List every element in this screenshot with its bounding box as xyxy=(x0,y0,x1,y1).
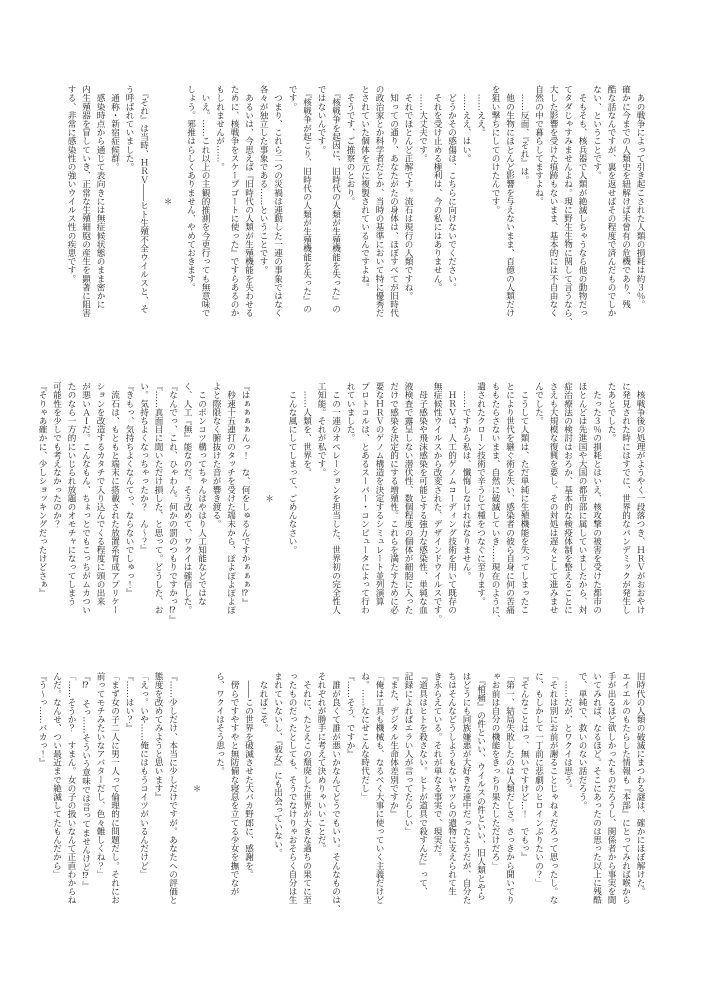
text-line: 記録によればエラい人が言ってたらしい」 xyxy=(403,672,413,836)
text-line: てタダじゃすみませんよね。現に野生生物に関して言うなら、 xyxy=(562,85,573,326)
text-line: ……ええ。 xyxy=(475,85,486,137)
text-line: 工知能。それが私です。 xyxy=(316,382,326,477)
text-line: 『核戦争が起こり、旧時代の人類が生殖機能を失った』の xyxy=(301,85,312,313)
text-line: ＨＲＶは、人工的ゲノムコーディング技術を用いて既存の xyxy=(446,382,457,615)
text-line: しょう。邪推はらしくありません、やめておきます。 xyxy=(185,85,196,292)
text-line: 感染時点から通じて表向きには無症候状態のまま密かに xyxy=(95,85,105,309)
text-line: 『それ』は当時、ＨＲＶ――ヒト生殖不全ウイルスと、そ xyxy=(138,85,149,313)
text-line: 『はぁぁぁぁんっ！ な、何をしゅるんですかぁぁぁ⁉』 xyxy=(240,382,250,607)
text-line: ない、ということです。 xyxy=(591,85,602,180)
text-line: 『棺桶』の件といい、ウイルスの件といい、旧人類とやら xyxy=(475,672,486,900)
text-line: なればこそ。 xyxy=(258,672,268,733)
text-line: それぞれが勝手に考えて決めりゃいいことだ。 xyxy=(316,672,326,853)
text-line: このポンコツ構ってちゃんはやはり人工知能などではな xyxy=(196,382,207,606)
text-line: ……大丈夫です。 xyxy=(417,85,428,163)
text-line: それでほとんど正解です。流石は現行の人類ですね。 xyxy=(403,85,413,300)
text-block-bottom xyxy=(35,672,648,913)
text-line: 確かに今までの人類史を紐解けば未曾有の危機であり、残 xyxy=(620,85,631,309)
text-line: 手が出るほど欲しかったものだろうし、関係者から事実を聞 xyxy=(606,672,616,905)
text-line: 『……真面目に聞いただけ損した、と思って。どうした、お xyxy=(153,382,163,615)
text-line: どうかその感傷は、こちらに向けないでください。 xyxy=(446,85,457,292)
text-line: 「まず女の子二人に男一人って倫理的に問題だし。それにお xyxy=(109,672,120,905)
text-line: 『⁉ そっ……そういう意味では言ってませんけど⁉』 xyxy=(80,672,91,890)
text-line: 傍らですやすやと無防備な寝息を立てる少女を撫でなが xyxy=(229,672,239,896)
text-line: 流石は、もともと端末に搭載された放置系育成アプリケー xyxy=(109,382,120,615)
text-line: 誰が良くて誰が悪いかなんてどうでもいい。そんなものは、 xyxy=(330,672,341,913)
text-line: 「それは別にお前が謝ることじゃねぇだろって思ったし。な xyxy=(548,672,558,905)
text-line: 各々が独立した事象である……ということです。 xyxy=(258,85,268,275)
text-line: ……だが、とワクイは思う。 xyxy=(562,672,573,793)
text-line: 無症候性ウイルスから改変された、デザインドウイルスです。 xyxy=(432,382,442,623)
text-line: んだ。なんせ、つい最近まで絶滅してたもんだから」 xyxy=(51,672,62,879)
scene-divider: ＊ xyxy=(191,784,201,793)
text-line: ね。……なにせこんな時代だし」 xyxy=(359,672,370,801)
text-line: 『道具はヒトを殺さない。ヒトが道具で殺すんだ』って、 xyxy=(417,672,428,896)
text-line: する、非常に感染性の強いウイルス性の疾患です。 xyxy=(66,85,76,283)
text-line: ……反面、『それ』は。 xyxy=(519,85,529,184)
text-line: 内生殖器を冒していき、正常な生殖細胞の産生を顕著に阻害 xyxy=(80,85,91,318)
text-line: 核戦争後の処理がようやく一段落つき、ＨＲＶがおおやけ xyxy=(635,382,645,615)
text-line: 液検査で露呈しない潜伏性、数個程度の個体が細胞に入った xyxy=(403,382,413,615)
text-line: ションを改造するカタチで入り込んでくる程度に頭の出来 xyxy=(95,382,105,606)
text-line: う呼ばれていました。 xyxy=(124,85,134,171)
text-line: の政治家とか科学者だとか、当時の基準において特に優秀だ xyxy=(374,85,384,318)
text-line: れていました。 xyxy=(345,382,355,443)
text-line: 前ってモチみたいなアバターだし、色々難しくね？」 xyxy=(95,672,105,879)
text-line: ために、核戦争をスケープゴートに使った』ですらあるのか xyxy=(229,85,239,318)
text-line: んでした。 xyxy=(533,382,544,425)
text-line: ……ええ、はい。 xyxy=(461,85,471,163)
text-line: 酷な話なんですが、裏を返せばその程度で済んだものでしか xyxy=(606,85,616,318)
text-line: 『う～っ……バカっ！』 xyxy=(37,672,47,767)
text-line: 症治療法の検討はおろか、基本的な検疫体制を整えることに xyxy=(562,382,573,615)
text-line: もしれませんが……。 xyxy=(214,85,225,171)
text-line: だけで感染を決定的にする増殖性。これらを満たすために必 xyxy=(388,382,399,615)
text-line: いてみれば、なるほど。そこにあったのは思った以上に残酷 xyxy=(591,672,602,905)
text-line: つまり、これら二つの災禍は連動した一連の事象ではなく xyxy=(272,85,283,318)
text-line: そうです、ご推察のとおり。 xyxy=(345,85,355,206)
text-line: 『核戦争を起因に、旧時代の人類が生殖機能を失った』の xyxy=(330,85,341,313)
text-line: ら、ワクイはそう思った。 xyxy=(214,672,225,776)
text-line: 可能性を少しでも考えなかったのか？ xyxy=(51,382,62,529)
text-line: 要なＨＲＶのゲノム構造を決定するシミュレート並列演算 xyxy=(374,382,384,606)
text-line: 態度を改めてみようと思います』 xyxy=(153,672,163,801)
text-line: 遺されたクローン技術で辛うじて種をつなぐに至ります。 xyxy=(475,382,486,606)
text-line: 『そんなことはっ、無いですけど…！ でもっ』 xyxy=(519,672,529,862)
text-line: 『なんでっ、これ、ひゃわん。何かの罰のつもりですかっ⁉』 xyxy=(167,382,178,625)
text-line: です。 xyxy=(287,85,297,111)
text-line: 「第一、結局失敗したのは人類だしさ。さっきから聞いてり xyxy=(504,672,515,905)
text-line: とされていた個体を元に複製されているんですよね。 xyxy=(359,85,370,292)
text-line: ……ですから私は、懺悔しなければなりません。 xyxy=(461,382,471,580)
text-line: こうして人類は、ただ単純に生殖機能を失ってしまったこ xyxy=(519,382,529,615)
text-line: いえ。……これ以上の主観的推測を今更行っても無意味で xyxy=(200,85,210,318)
text-line: き永らえている。それが単なる事実で、現実だ。 xyxy=(432,672,442,862)
text-line: 『きもっ、気持ちよくなんてっ、ならないでしゅっ！』 xyxy=(124,382,134,597)
text-line: さえも大規模な復興を要し、その対処は遅々として進みませ xyxy=(548,382,558,615)
text-line: それを受け止める権利は、今の私にはありません。 xyxy=(432,85,442,292)
text-line: はどうにも同族嫌悪が大好きな連中だったようだが、自分た xyxy=(461,672,471,905)
scene-divider: ＊ xyxy=(263,494,274,503)
text-line: 『……そう、ですか』 xyxy=(345,672,355,758)
text-line: そもそも、核兵器で人類が絶滅しちゃうなら他の動物だっ xyxy=(577,85,587,318)
text-line: それに、たとえこの頽廃した世界が大きな過ちの果てに至 xyxy=(301,672,312,905)
text-line: プロトコルは、とあるスーパー・コンピュータによって行わ xyxy=(359,382,370,615)
text-line: 「俺は工具も機械も、なるべく大事に使っていく主義だけど xyxy=(374,672,384,905)
text-line: エイエルのもたらした情報も『本部』にとってみれば喉から xyxy=(620,672,631,905)
scene-divider: ＊ xyxy=(162,197,172,206)
text-block-top xyxy=(64,85,648,326)
text-line: たあとでした。 xyxy=(606,382,616,443)
text-line: で、単純で、救いのない話だろう。 xyxy=(577,672,587,810)
text-line: よと際限なく腑抜けた音が響き渡る。 xyxy=(211,382,221,529)
text-line: 旧時代の人類の破滅にまつわる謎は、確かにほぼ解けた。 xyxy=(635,672,645,896)
text-block-middle xyxy=(35,382,648,625)
text-line: を狙い撃ちにしてのけたんです。 xyxy=(490,85,500,214)
text-line: 秒速十五連打のタッチを受けた端末から、ぽよぽよぽよぽ xyxy=(225,382,236,615)
text-line: とにより世代を継ぐ術を失い、感染者の彼ら自身に何の苦痛 xyxy=(504,382,515,615)
text-line: く、人工『無』能なのだ。そう改めて、ワクイは確信した。 xyxy=(182,382,192,615)
text-line: あるいは、今思えば『旧時代の人類が生殖機能を失わせる xyxy=(243,85,254,318)
text-line: たった３％の損耗とはいえ、核攻撃の被害を受けた都市の xyxy=(591,382,602,615)
text-line: ほとんどは先進国や大国の都市部に属していましたから、対 xyxy=(577,382,587,615)
text-line: 知っての通り、あなたがたの身体は、ほぼすべてが旧時代 xyxy=(388,85,399,318)
text-line: まれていないし、『彼女』にも出会っていない。 xyxy=(272,672,283,857)
text-line: ゃお前は自分の機能をきっちり果たしただけだろ」 xyxy=(490,672,500,870)
text-line: 「えっ。いや……俺にはもうコイツがいるんだけど」 xyxy=(138,672,149,879)
text-line: ――この世界を破滅させた大バカ野郎に、感謝を。 xyxy=(243,672,254,879)
text-line: に発見された時にはすでに、世界的なパンデミックが発生し xyxy=(620,382,631,615)
text-line: 母子感染や飛沫感染を可能とする強力な感染性、単純な血 xyxy=(417,382,428,615)
text-line: 自然の中で暮らしてますよね。 xyxy=(533,85,544,206)
text-line: たのなら一方的にいじられ放題のオモチャになってしまう xyxy=(66,382,76,606)
text-line: 他の生物にほとんど影響を与えないまま、百億の人類だけ xyxy=(504,85,515,318)
text-line: に、もしかして一丁前に悲劇のヒロインぶりたいの？」 xyxy=(533,672,544,887)
text-line: こんな風にしてしまって、ごめんなさい。 xyxy=(287,382,297,554)
text-line: 『そりゃあ確かに、少しショッキングだったけどさぁ』 xyxy=(37,382,47,597)
text-line: い。気持ちよくなっちゃったか？ ん～？』 xyxy=(138,382,149,554)
text-line: 『……はい？』 xyxy=(124,672,134,733)
text-line: が悪いＡＩだ。こんなもん、ちょっとでもこっちがムカつい xyxy=(80,382,91,615)
text-line: あの戦争によって引き起こされた人類の損耗は約３％。 xyxy=(635,85,645,309)
text-line: 通称・新宿症候群。 xyxy=(109,85,120,171)
text-line: ちはそんなどうしようもないヤツらの遺物に支えられて生 xyxy=(446,672,457,896)
text-line: 『また、デジタル生命体差別ですか』 xyxy=(388,672,399,819)
text-line: 『……少しだけ、本当に少しだけですが。あなたへの評価と xyxy=(167,672,178,905)
text-line: ではないんです。 xyxy=(316,85,326,154)
text-line: 「……そうか？ すまん。女の子の扱いなんて正直わからね xyxy=(66,672,76,905)
text-line: この一連のオペレーションを担当した、世界初の完全性人 xyxy=(330,382,341,615)
text-line: 大した影響を受けた痕跡もないまま、基本的には不自由なく xyxy=(548,85,558,318)
text-line: ももたらさないまま、自然に破滅していき……現在のように、 xyxy=(490,382,500,623)
text-line: ……人類を、世界を。 xyxy=(301,382,312,477)
text-line: ったものだったとしても、そうでなけりゃおそらく自分は生 xyxy=(287,672,297,905)
